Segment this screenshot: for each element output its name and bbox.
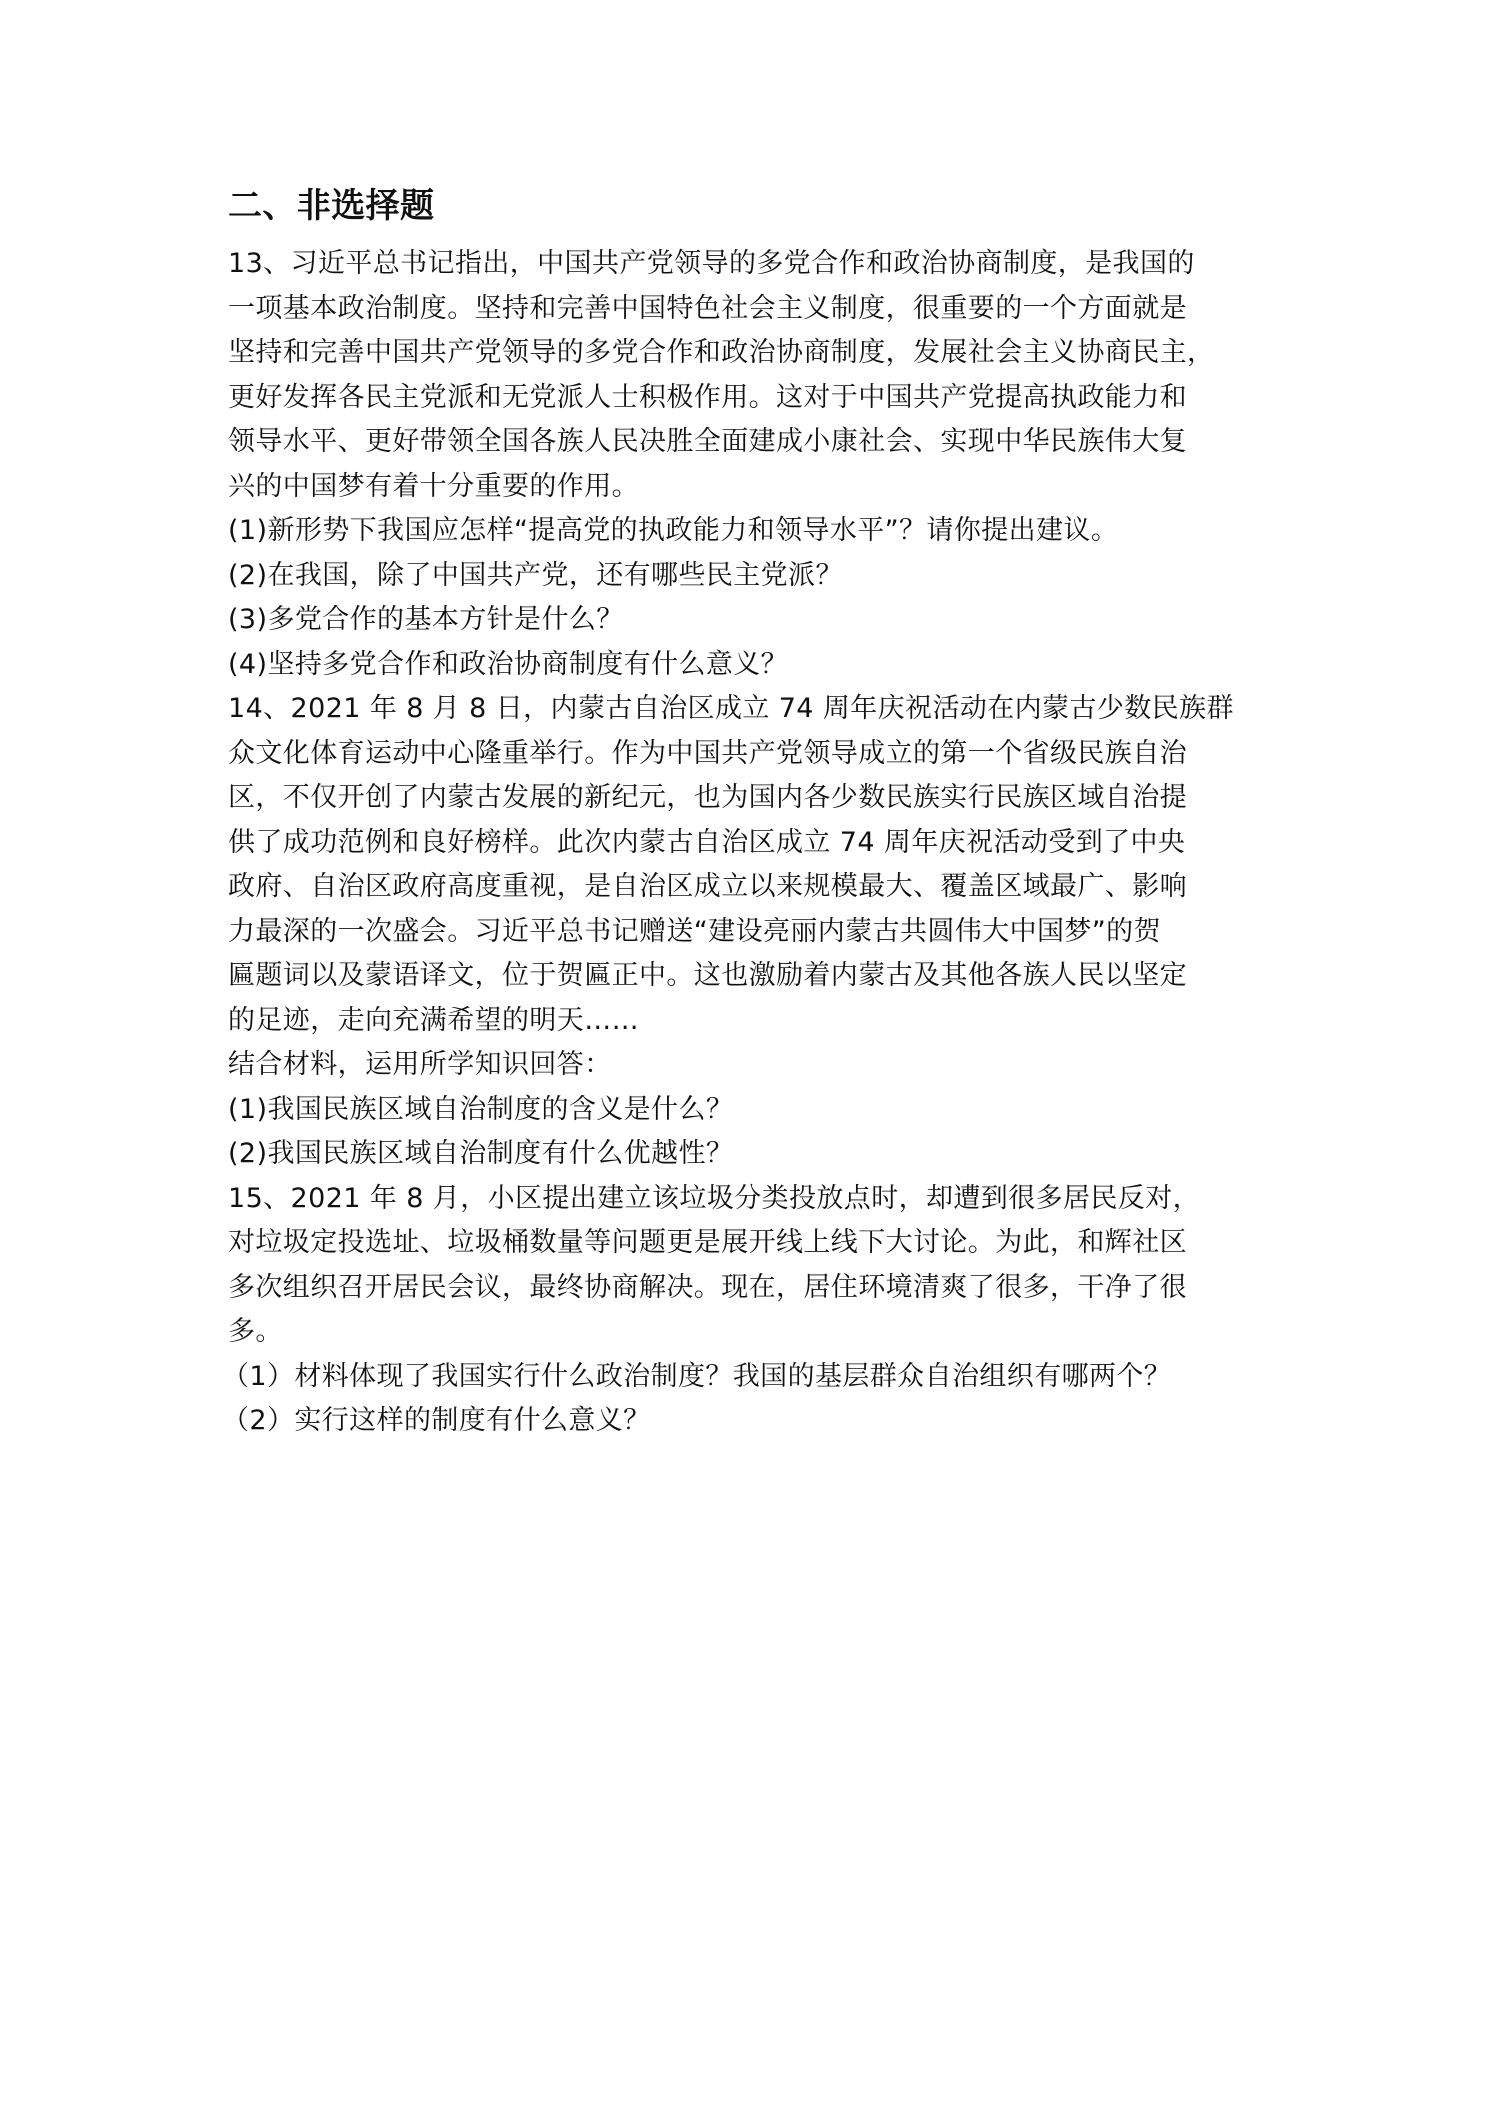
question-line: 更好发挥各民主党派和无党派人士积极作用。这对于中国共产党提高执政能力和 <box>228 381 1187 413</box>
question-line: 领导水平、更好带领全国各族人民决胜全面建成小康社会、实现中华民族伟大复 <box>228 426 1187 457</box>
question-line: 结合材料，运用所学知识回答： <box>228 1049 612 1080</box>
question-14 <box>228 687 1268 1177</box>
question-line: 一项基本政治制度。坚持和完善中国特色社会主义制度，很重要的一个方面就是 <box>228 292 1187 324</box>
sub-question: (1)新形势下我国应怎样“提高党的执政能力和领导水平”？请你提出建议。 <box>228 515 1119 546</box>
question-line: 多。 <box>228 1316 283 1347</box>
question-line: 力最深的一次盛会。习近平总书记赠送“建设亮丽内蒙古共圆伟大中国梦”的贺 <box>228 915 1161 947</box>
sub-question: (1)我国民族区域自治制度的含义是什么？ <box>228 1093 734 1125</box>
question-line: 对垃圾定投选址、垃圾桶数量等问题更是展开线上线下大讨论。为此，和辉社区 <box>228 1227 1187 1258</box>
section-title: 二、非选择题 <box>228 186 435 226</box>
question-line: 坚持和完善中国共产党领导的多党合作和政治协商制度，发展社会主义协商民主， <box>228 337 1215 368</box>
question-15 <box>222 1177 1268 1444</box>
question-line: 多次组织召开居民会议，最终协商解决。现在，居住环境清爽了很多，干净了很 <box>228 1271 1187 1303</box>
sub-question: (3)多党合作的基本方针是什么？ <box>228 604 624 635</box>
sub-question: （2）实行这样的制度有什么意义？ <box>222 1405 651 1436</box>
question-line: 匾题词以及蒙语译文，位于贺匾正中。这也激励着内蒙古及其他各族人民以坚定 <box>228 960 1187 991</box>
question-line: 15、2021 年 8 月，小区提出建立该垃圾分类投放点时，却遭到很多居民反对， <box>228 1182 1200 1214</box>
question-13 <box>228 242 1268 687</box>
sub-question: （1）材料体现了我国实行什么政治制度？我国的基层群众自治组织有哪两个？ <box>222 1360 1172 1392</box>
question-line: 兴的中国梦有着十分重要的作用。 <box>228 470 639 502</box>
question-line: 政府、自治区政府高度重视，是自治区成立以来规模最大、覆盖区域最广、影响 <box>228 871 1187 902</box>
question-line: 的足迹，走向充满希望的明天…… <box>228 1004 639 1036</box>
sub-question: (2)我国民族区域自治制度有什么优越性？ <box>228 1138 734 1169</box>
question-line: 众文化体育运动中心隆重举行。作为中国共产党领导成立的第一个省级民族自治 <box>228 737 1187 769</box>
question-line: 区，不仅开创了内蒙古发展的新纪元，也为国内各少数民族实行民族区域自治提 <box>228 782 1187 813</box>
sub-question: (4)坚持多党合作和政治协商制度有什么意义？ <box>228 648 789 680</box>
sub-question: (2)在我国，除了中国共产党，还有哪些民主党派？ <box>228 559 843 591</box>
question-line: 13、习近平总书记指出，中国共产党领导的多党合作和政治协商制度，是我国的 <box>228 248 1195 279</box>
question-line: 供了成功范例和良好榜样。此次内蒙古自治区成立 74 周年庆祝活动受到了中央 <box>228 826 1186 858</box>
question-line: 14、2021 年 8 月 8 日，内蒙古自治区成立 74 周年庆祝活动在内蒙古少数民族群 <box>228 693 1234 724</box>
